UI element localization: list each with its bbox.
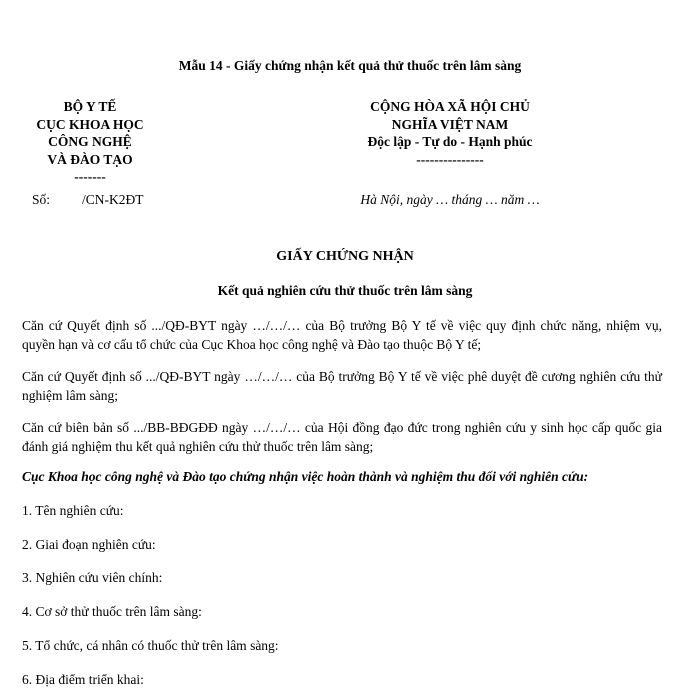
legal-basis-3: Căn cứ biên bản số .../BB-BĐGĐĐ ngày …/…/… của Hội đồng đạo đức trong nghiên cứu y sinh học cấp quốc gia đánh giá nghiệm thu kết quả nghiên cứu thử thuốc trên lâm sàng; (22, 420, 662, 454)
place-date: Hà Nội, ngày … tháng … năm … (360, 192, 540, 207)
document-title: GIẤY CHỨNG NHẬN (276, 249, 414, 264)
national-motto: Độc lập - Tự do - Hạnh phúc (367, 134, 533, 149)
country-name-line-1: CỘNG HÒA XÃ HỘI CHỦ (370, 99, 530, 114)
agency-line-department-1: CỤC KHOA HỌC (36, 116, 144, 132)
document-subtitle: Kết quả nghiên cứu thử thuốc trên lâm sàng (217, 283, 473, 298)
agency-line-department-3: VÀ ĐÀO TẠO (47, 151, 133, 167)
legal-basis-1: Căn cứ Quyết định số .../QĐ-BYT ngày …/…/… của Bộ trưởng Bộ Y tế về việc quy định chức năng, nhiệm vụ, quyền hạn và cơ cấu tổ chức của Cục Khoa học công nghệ và Đào tạo thuộc Bộ Y tế; (22, 318, 662, 352)
agency-line-ministry: BỘ Y TẾ (63, 99, 117, 114)
form-title: Mẫu 14 - Giấy chứng nhận kết quả thử thuốc trên lâm sàng (178, 58, 522, 73)
document-number-code: /CN-K2ĐT (82, 192, 144, 207)
item-location: 6. Địa điểm triển khai: (22, 672, 144, 687)
document-number-label: Số: (32, 192, 51, 207)
agency-divider: ------- (74, 169, 106, 184)
issuing-agency (20, 98, 160, 186)
national-header (330, 98, 570, 168)
motto-divider: --------------- (416, 151, 484, 167)
item-principal-investigator: 3. Nghiên cứu viên chính: (22, 570, 163, 585)
item-study-name: 1. Tên nghiên cứu: (22, 503, 124, 518)
agency-line-department-2: CÔNG NGHỆ (48, 134, 132, 149)
legal-basis-2: Căn cứ Quyết định số .../QĐ-BYT ngày …/…/… của Bộ trưởng Bộ Y tế về việc phê duyệt đề cương nghiên cứu thử nghiệm lâm sàng; (22, 369, 662, 403)
item-trial-site: 4. Cơ sở thử thuốc trên lâm sàng: (22, 604, 202, 619)
certify-statement: Cục Khoa học công nghệ và Đào tạo chứng nhận việc hoàn thành và nghiệm thu đối với nghiên cứu: (22, 469, 589, 484)
item-study-phase: 2. Giai đoạn nghiên cứu: (22, 537, 156, 552)
item-sponsor: 5. Tổ chức, cá nhân có thuốc thử trên lâm sàng: (22, 638, 279, 653)
country-name-line-2: NGHĨA VIỆT NAM (391, 116, 509, 132)
